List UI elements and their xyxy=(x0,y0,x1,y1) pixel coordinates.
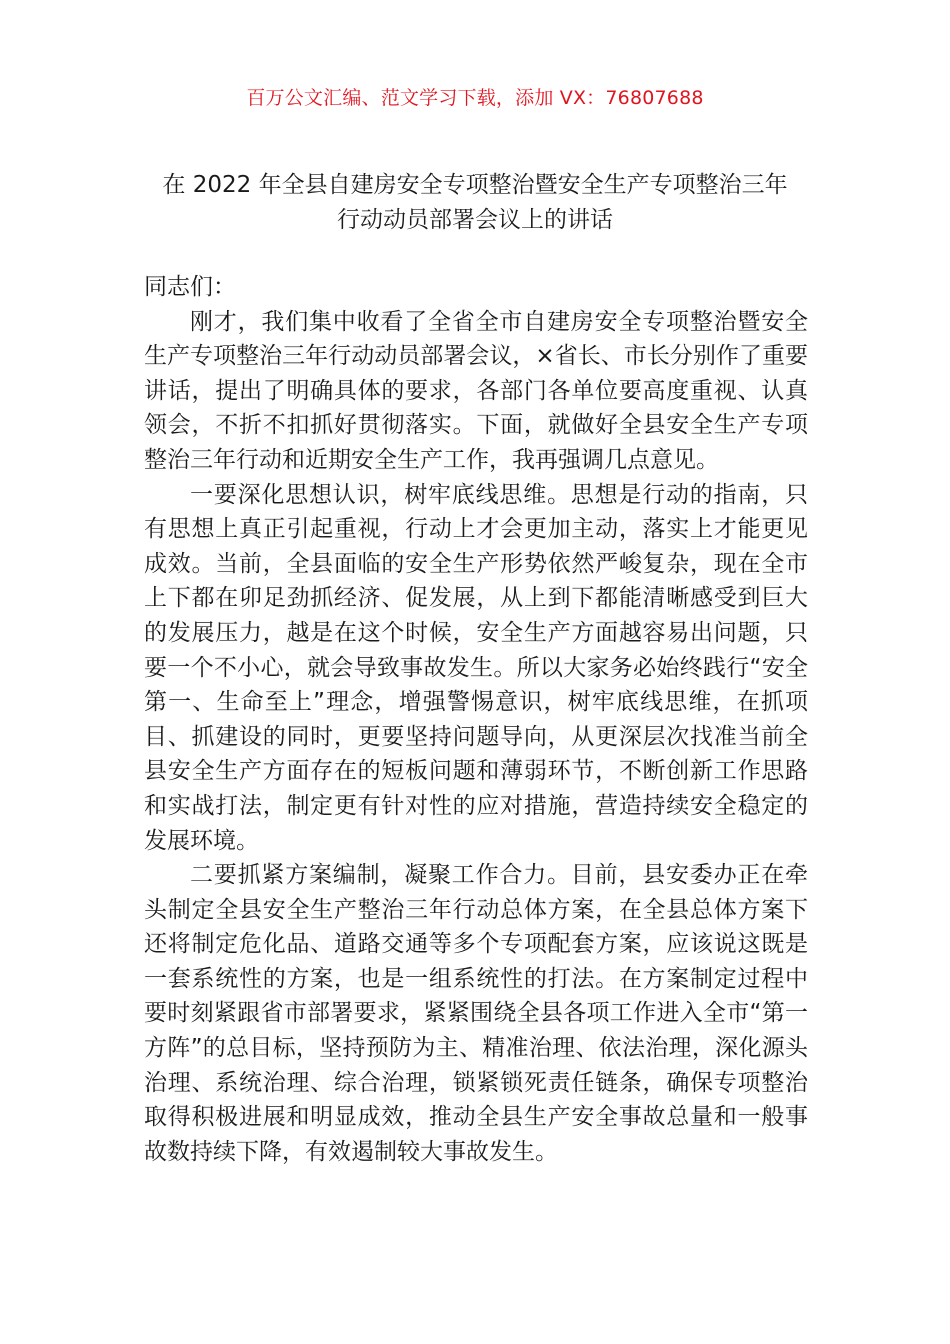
title-line-1: 在 2022 年全县自建房安全专项整治暨安全生产专项整治三年 xyxy=(162,172,788,198)
promo-header: 百万公文汇编、范文学习下载，添加 VX：76807688 xyxy=(246,87,704,109)
document-title xyxy=(120,168,830,238)
paragraph-intro: 刚才，我们集中收看了全省全市自建房安全专项整治暨安全生产专项整治三年行动动员部署会议，×省长、市长分别作了重要讲话，提出了明确具体的要求，各部门各单位要高度重视、认真领会，不折不扣抓好贯彻落实。下面，就做好全县安全生产专项整治三年行动和近期安全生产工作，我再强调几点意见。 xyxy=(144,308,808,473)
document-body xyxy=(144,270,808,1169)
paragraph-point-1: 一要深化思想认识，树牢底线思维。思想是行动的指南，只有思想上真正引起重视，行动上才会更加主动，落实上才能更见成效。当前，全县面临的安全生产形势依然严峻复杂，现在全市上下都在卯足劲抓经济、促发展，从上到下都能清晰感受到巨大的发展压力，越是在这个时候，安全生产方面越容易出问题，只要一个不小心，就会导致事故发生。所以大家务必始终践行“安全第一、生命至上”理念，增强警惕意识，树牢底线思维，在抓项目、抓建设的同时，更要坚持问题导向，从更深层次找准当前全县安全生产方面存在的短板问题和薄弱环节，不断创新工作思路和实战打法，制定更有针对性的应对措施，营造持续安全稳定的发展环境。 xyxy=(144,481,808,854)
title-line-2: 行动动员部署会议上的讲话 xyxy=(337,207,613,233)
paragraph-point-2: 二要抓紧方案编制，凝聚工作合力。目前，县安委办正在牵头制定全县安全生产整治三年行动总体方案，在全县总体方案下还将制定危化品、道路交通等多个专项配套方案，应该说这既是一套系统性的方案，也是一组系统性的打法。在方案制定过程中要时刻紧跟省市部署要求，紧紧围绕全县各项工作进入全市“第一方阵”的总目标，坚持预防为主、精准治理、依法治理，深化源头治理、系统治理、综合治理，锁紧锁死责任链条，确保专项整治取得积极进展和明显成效，推动全县生产安全事故总量和一般事故数持续下降，有效遏制较大事故发生。 xyxy=(144,862,808,1165)
salutation: 同志们： xyxy=(144,274,236,300)
